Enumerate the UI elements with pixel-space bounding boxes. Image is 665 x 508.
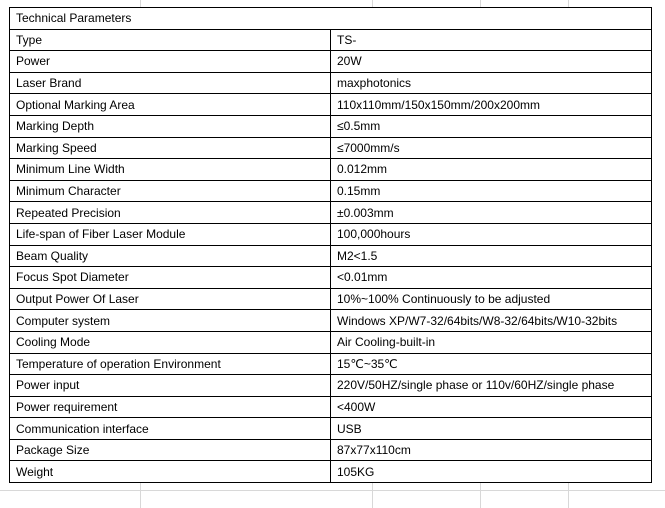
table-row (10, 288, 652, 310)
parameter-value: 0.012mm (331, 159, 652, 181)
table-row (10, 29, 652, 51)
parameter-value: USB (331, 418, 652, 440)
parameter-value: 20W (331, 51, 652, 73)
parameter-value: 220V/50HZ/single phase or 110v/60HZ/single phase (331, 375, 652, 397)
gridline (0, 490, 665, 491)
table-title: Technical Parameters (10, 8, 652, 30)
parameter-name: Temperature of operation Environment (10, 353, 331, 375)
parameter-value: Air Cooling-built-in (331, 331, 652, 353)
parameter-name: Type (10, 29, 331, 51)
table-row (10, 331, 652, 353)
table-row (10, 418, 652, 440)
table-row (10, 94, 652, 116)
parameter-name: Weight (10, 461, 331, 483)
parameter-name: Minimum Character (10, 180, 331, 202)
parameter-value: ±0.003mm (331, 202, 652, 224)
parameter-name: Communication interface (10, 418, 331, 440)
table-row (10, 159, 652, 181)
parameter-value: 0.15mm (331, 180, 652, 202)
table-row (10, 439, 652, 461)
technical-parameters-table (9, 7, 652, 483)
parameter-name: Cooling Mode (10, 331, 331, 353)
parameter-value: ≤0.5mm (331, 115, 652, 137)
parameter-value: 110x110mm/150x150mm/200x200mm (331, 94, 652, 116)
parameter-name: Life-span of Fiber Laser Module (10, 223, 331, 245)
table-row (10, 375, 652, 397)
parameter-name: Package Size (10, 439, 331, 461)
parameter-name: Computer system (10, 310, 331, 332)
parameter-value: 100,000hours (331, 223, 652, 245)
parameter-value: TS- (331, 29, 652, 51)
parameter-name: Focus Spot Diameter (10, 267, 331, 289)
parameter-value: <400W (331, 396, 652, 418)
table-row (10, 202, 652, 224)
table-row (10, 396, 652, 418)
table-row (10, 461, 652, 483)
table-row (10, 353, 652, 375)
parameter-value: <0.01mm (331, 267, 652, 289)
parameter-name: Marking Speed (10, 137, 331, 159)
table-row (10, 51, 652, 73)
parameter-name: Minimum Line Width (10, 159, 331, 181)
parameter-value: M2<1.5 (331, 245, 652, 267)
table-row (10, 180, 652, 202)
parameter-value: 10%~100% Continuously to be adjusted (331, 288, 652, 310)
parameter-value: 87x77x110cm (331, 439, 652, 461)
parameter-name: Optional Marking Area (10, 94, 331, 116)
parameter-name: Laser Brand (10, 72, 331, 94)
parameter-name: Power input (10, 375, 331, 397)
parameter-value: ≤7000mm/s (331, 137, 652, 159)
parameter-value: 105KG (331, 461, 652, 483)
parameter-name: Power (10, 51, 331, 73)
table-row (10, 245, 652, 267)
parameter-value: maxphotonics (331, 72, 652, 94)
table-row (10, 223, 652, 245)
parameter-value: Windows XP/W7-32/64bits/W8-32/64bits/W10-32bits (331, 310, 652, 332)
parameter-name: Power requirement (10, 396, 331, 418)
table-row (10, 267, 652, 289)
parameter-name: Marking Depth (10, 115, 331, 137)
parameter-name: Beam Quality (10, 245, 331, 267)
parameter-name: Output Power Of Laser (10, 288, 331, 310)
table-title-row (10, 8, 652, 30)
table-row (10, 72, 652, 94)
parameter-value: 15℃~35℃ (331, 353, 652, 375)
parameter-name: Repeated Precision (10, 202, 331, 224)
table-row (10, 115, 652, 137)
table-row (10, 137, 652, 159)
table-row (10, 310, 652, 332)
